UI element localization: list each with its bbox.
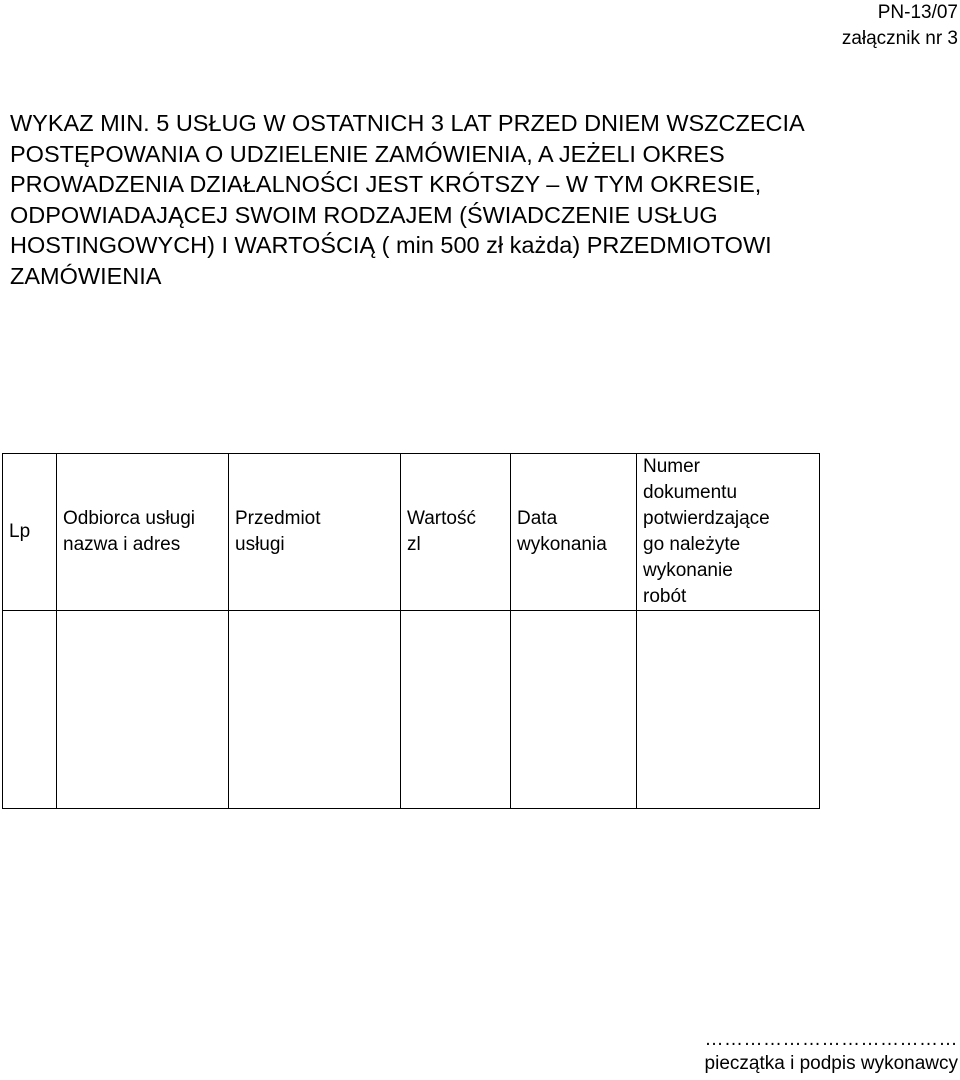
column-header-lp: Lp: [3, 454, 57, 611]
services-table: [2, 453, 820, 809]
table-cell-subject: [229, 611, 401, 809]
column-header-date: Data wykonania: [511, 454, 637, 611]
document-title: [10, 108, 955, 291]
attachment-label: załącznik nr 3: [841, 28, 958, 49]
table-cell-value: [401, 611, 511, 809]
title-line: PROWADZENIA DZIAŁALNOŚCI JEST KRÓTSZY – W TYM OKRESIE,: [10, 171, 762, 197]
title-line: HOSTINGOWYCH) I WARTOŚCIĄ ( min 500 zł każda) PRZEDMIOTOWI: [10, 232, 772, 258]
title-line: WYKAZ MIN. 5 USŁUG W OSTATNICH 3 LAT PRZED DNIEM WSZCZECIA: [10, 110, 805, 136]
column-header-recipient: Odbiorca usługi nazwa i adres: [57, 454, 229, 611]
title-line: ZAMÓWIENIA: [10, 262, 162, 289]
column-header-subject: Przedmiot usługi: [229, 454, 401, 611]
table-cell-date: [511, 611, 637, 809]
table-cell-recipient: [57, 611, 229, 809]
title-line: ODPOWIADAJĄCEJ SWOIM RODZAJEM (ŚWIADCZENIE USŁUG: [10, 201, 718, 228]
reference-code: PN-13/07: [877, 2, 958, 23]
signature-block: [705, 1028, 959, 1076]
table-row: [3, 611, 820, 809]
column-header-document-number: Numer dokumentu potwierdzające go należyte wykonanie robót: [637, 454, 820, 611]
table-header-row: [3, 454, 820, 611]
column-header-value: Wartość zl: [401, 454, 511, 611]
signature-line: …………………………………: [704, 1029, 958, 1050]
signature-caption: pieczątka i podpis wykonawcy: [704, 1053, 958, 1074]
title-line: POSTĘPOWANIA O UDZIELENIE ZAMÓWIENIA, A JEŻELI OKRES: [10, 140, 725, 167]
document-reference: [842, 0, 958, 52]
table-cell-lp: [3, 611, 57, 809]
table-cell-document-number: [637, 611, 820, 809]
